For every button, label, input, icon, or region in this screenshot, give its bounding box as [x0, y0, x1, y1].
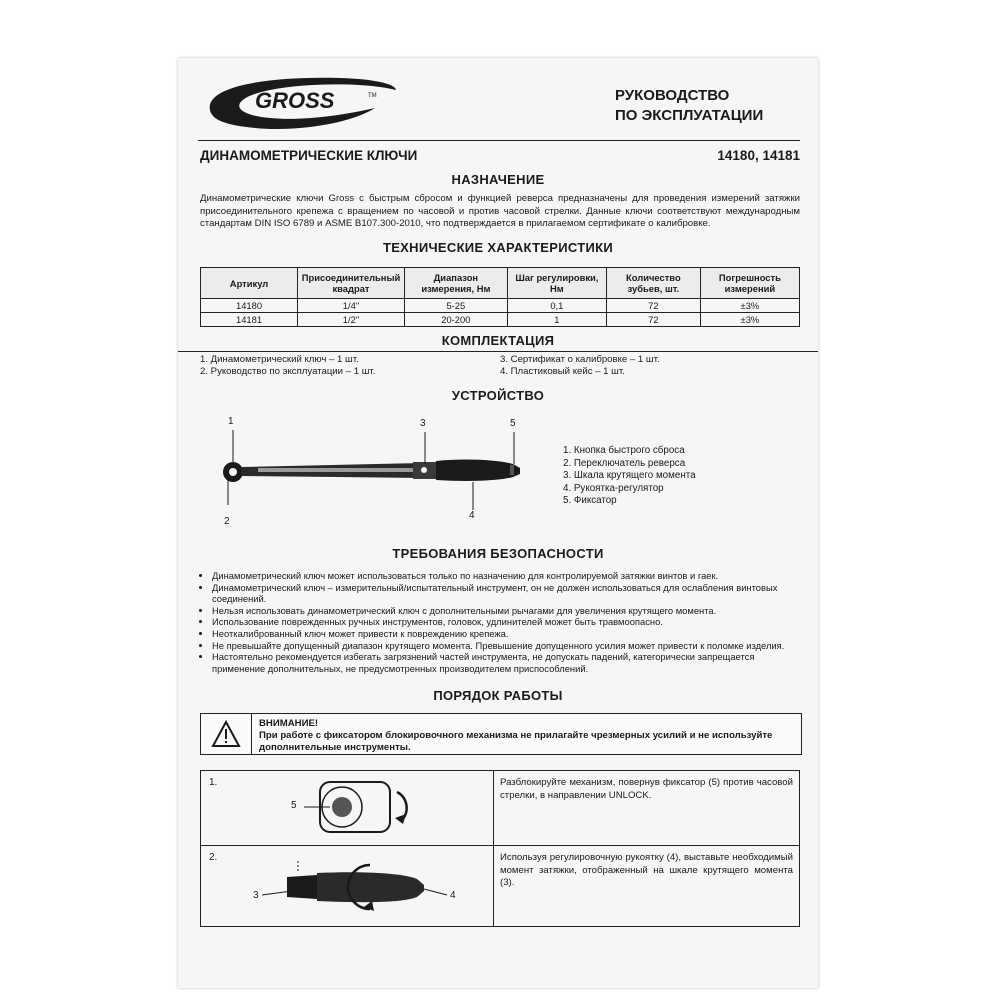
product-codes: 14180, 14181 — [717, 148, 800, 163]
warning-icon-cell — [201, 714, 252, 754]
logo-trademark: TM — [368, 93, 377, 99]
list-item: • Динамометрический ключ может использоваться только по назначению для контролируемой затяжки винтов и гаек. — [212, 570, 804, 582]
wrench-callout-4: 4 — [469, 510, 475, 521]
manual-title-line-2: ПО ЭКСПЛУАТАЦИИ — [615, 107, 764, 124]
table-cell: 1 — [507, 313, 606, 327]
list-item: • Не превышайте допущенный диапазон крутящего момента. Превышение допущенного усилия может привести к поломке изделия. — [212, 640, 804, 652]
specs-col-teeth: Количество зубьев, шт. — [606, 268, 700, 299]
table-cell: ±3% — [700, 313, 799, 327]
table-row — [201, 313, 800, 327]
step-2-number: 2. — [209, 852, 218, 863]
list-item: 4. Рукоятка-регулятор — [563, 482, 664, 494]
list-item: 2. Переключатель реверса — [563, 457, 686, 469]
manual-title-line-1: РУКОВОДСТВО — [615, 87, 730, 104]
device-legend — [563, 445, 696, 508]
table-cell: ±3% — [700, 299, 799, 313]
manual-sheet — [178, 58, 818, 988]
specs-col-square: Присоединительный квадрат — [298, 268, 405, 299]
list-item: • Неоткалиброванный ключ может привести к повреждению крепежа. — [212, 628, 804, 640]
torque-wrench-icon — [208, 420, 538, 530]
purpose-text: Динамометрические ключи Gross с быстрым сбросом и функцией реверса предназначены для проведения измерений затяжки присоединительного крепежа с вращением по часовой и против часовой стрелки. Данные ключи соответствуют международным стандартам DIN ISO 6789 и ASME B107.300-2010, что подтверждается в прилагаемом сертификате о калибровке. — [200, 193, 800, 229]
table-cell: 20-200 — [404, 313, 507, 327]
header-divider — [198, 140, 800, 141]
list-item: • Использование поврежденных ручных инструментов, головок, удлинителей может быть травмоопасно. — [212, 616, 804, 628]
table-cell: 0,1 — [507, 299, 606, 313]
warning-title: ВНИМАНИЕ! — [259, 718, 319, 729]
warning-text: При работе с фиксатором блокировочного механизма не прилагайте чрезмерных усилий и не используйте дополнительные инструменты. — [259, 730, 773, 753]
wrench-callout-3: 3 — [420, 418, 426, 429]
step-2-callout-3: 3 — [253, 890, 259, 901]
adjust-handle-icon — [202, 847, 492, 925]
unlock-lock-ring-icon — [202, 772, 492, 844]
table-cell: 72 — [606, 313, 700, 327]
table-cell: 14181 — [201, 313, 298, 327]
list-item: 3. Сертификат о калибровке – 1 шт. — [500, 354, 660, 365]
step-1-text: Разблокируйте механизм, повернув фиксатор (5) против часовой стрелки, в направлении UNLOCK. — [494, 771, 800, 846]
table-row — [201, 299, 800, 313]
kit-list-right — [500, 354, 660, 378]
list-item: 2. Руководство по эксплуатации – 1 шт. — [200, 366, 376, 377]
table-cell: 5-25 — [404, 299, 507, 313]
wrench-callout-1: 1 — [228, 416, 234, 427]
list-item: • Нельзя использовать динамометрический ключ с дополнительными рычагами для увеличения крутящего момента. — [212, 605, 804, 617]
warning-text-block — [259, 718, 795, 754]
kit-heading: КОМПЛЕКТАЦИЯ — [441, 333, 555, 348]
list-item: 1. Динамометрический ключ – 1 шт. — [200, 354, 359, 365]
table-row — [201, 771, 800, 846]
product-name: ДИНАМОМЕТРИЧЕСКИЕ КЛЮЧИ — [200, 148, 418, 163]
device-heading: УСТРОЙСТВО — [451, 388, 545, 403]
gross-logo-swoosh-icon — [200, 68, 400, 138]
table-cell: 72 — [606, 299, 700, 313]
safety-heading: ТРЕБОВАНИЯ БЕЗОПАСНОСТИ — [392, 546, 604, 561]
list-item: 5. Фиксатор — [563, 495, 617, 506]
wrench-callout-2: 2 — [224, 516, 230, 527]
specs-col-article: Артикул — [201, 268, 298, 299]
specs-heading: ТЕХНИЧЕСКИЕ ХАРАКТЕРИСТИКИ — [382, 240, 614, 255]
step-1-callout-5: 5 — [291, 800, 297, 811]
gross-logo — [200, 68, 400, 138]
procedure-heading: ПОРЯДОК РАБОТЫ — [433, 688, 563, 703]
safety-list — [198, 570, 804, 674]
step-1-figure-cell — [201, 771, 494, 846]
table-cell: 1/2" — [298, 313, 405, 327]
warning-box — [200, 713, 802, 755]
wrench-diagram — [208, 416, 538, 530]
specs-table — [200, 267, 800, 327]
list-item: 3. Шкала крутящего момента — [563, 470, 696, 481]
procedure-steps-table — [200, 770, 800, 927]
step-2-text: Используя регулировочную рукоятку (4), выставьте необходимый момент затяжки, отображенный на шкале крутящего момента (3). — [494, 846, 800, 927]
table-cell: 1/4" — [298, 299, 405, 313]
list-item: 1. Кнопка быстрого сброса — [563, 445, 685, 456]
specs-col-range: Диапазон измерения, Нм — [404, 268, 507, 299]
step-2-callout-4: 4 — [450, 890, 456, 901]
logo-text: GROSS — [255, 88, 335, 113]
list-item: • Настоятельно рекомендуется избегать загрязнений частей инструмента, не допускать падений, категорически запрещается применение дополнительных, не предусмотренных производителем приспособлений. — [212, 651, 804, 674]
table-cell: 14180 — [201, 299, 298, 313]
specs-col-accuracy: Погрешность измерений — [700, 268, 799, 299]
wrench-callout-5: 5 — [510, 418, 516, 429]
specs-col-step: Шаг регулировки, Нм — [507, 268, 606, 299]
manual-title — [615, 86, 780, 126]
kit-divider — [178, 351, 818, 352]
specs-header-row — [201, 268, 800, 299]
table-row — [201, 846, 800, 927]
list-item: 4. Пластиковый кейс – 1 шт. — [500, 366, 625, 377]
step-1-number: 1. — [209, 777, 218, 788]
step-2-figure-cell — [201, 846, 494, 927]
kit-list-left — [200, 354, 375, 378]
warning-triangle-icon — [201, 714, 251, 754]
purpose-heading: НАЗНАЧЕНИЕ — [451, 172, 545, 187]
list-item: • Динамометрический ключ – измерительный/испытательный инструмент, он не должен использоваться для ослабления винтовых соединений. — [212, 582, 804, 605]
